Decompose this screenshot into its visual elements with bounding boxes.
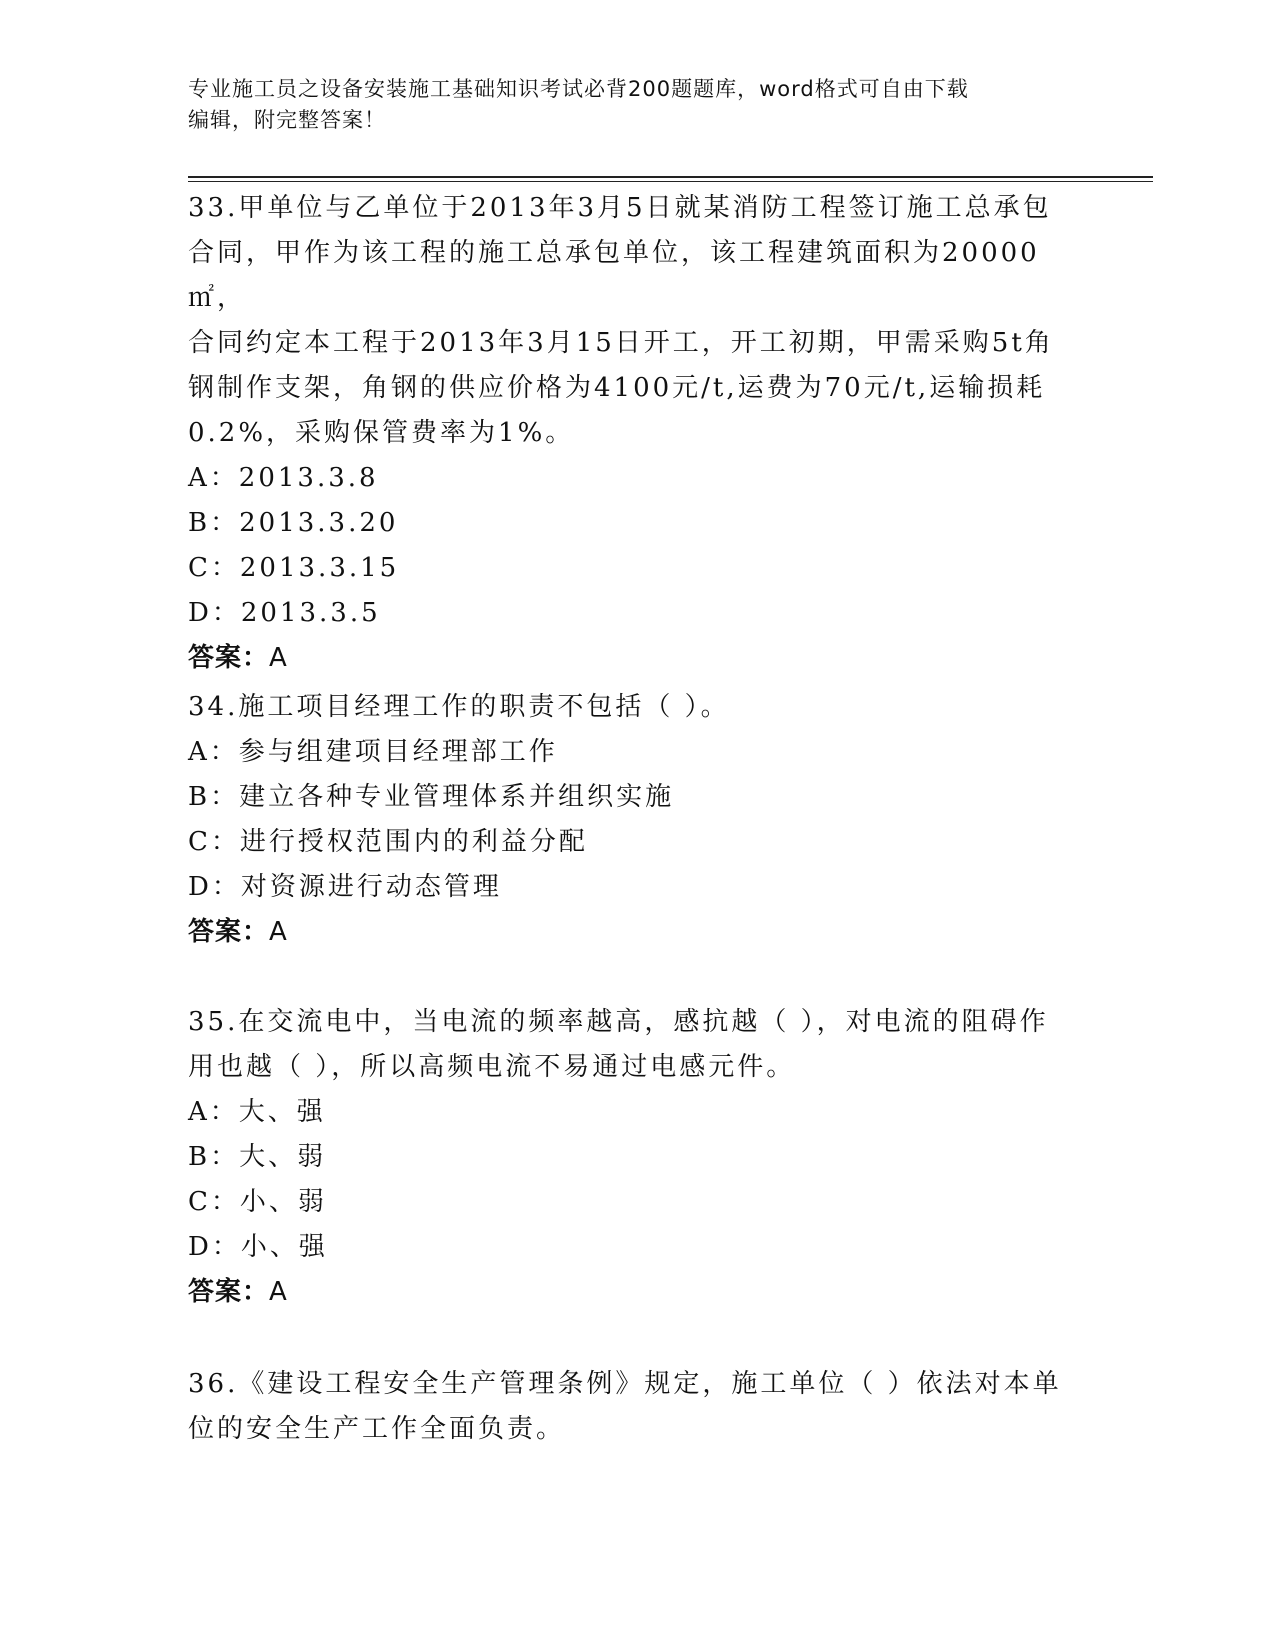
answer-value: A [269, 917, 288, 947]
question-33 [188, 186, 1088, 681]
option-b: B：大、弱 [188, 1142, 327, 1172]
answer [188, 910, 1088, 955]
stem-line: 钢制作支架，角钢的供应价格为4100元/t,运费为70元/t,运输损耗 [188, 373, 1046, 403]
answer-value: A [269, 643, 288, 673]
question-stem [188, 685, 1088, 730]
answer [188, 636, 1088, 681]
option-b: B：2013.3.20 [188, 508, 399, 538]
question-stem [188, 1000, 1088, 1090]
header-line-1: 专业施工员之设备安装施工基础知识考试必背200题题库，word格式可自由下载 [188, 77, 969, 101]
stem-line: 33.甲单位与乙单位于2013年3月5日就某消防工程签订施工总承包 [188, 193, 1052, 223]
stem-line: 34.施工项目经理工作的职责不包括（ ）。 [188, 692, 730, 722]
answer-value: A [269, 1277, 288, 1307]
stem-line: 位的安全生产工作全面负责。 [188, 1414, 566, 1444]
option-b: B：建立各种专业管理体系并组织实施 [188, 782, 675, 812]
document-header [188, 74, 1088, 136]
header-line-2: 编辑，附完整答案！ [188, 108, 386, 132]
stem-line: 36.《建设工程安全生产管理条例》规定，施工单位（ ）依法对本单 [188, 1369, 1062, 1399]
answer [188, 1270, 1088, 1315]
option-a: A：大、强 [188, 1097, 326, 1127]
answer-label: 答案： [188, 1277, 270, 1307]
option-c: C：小、弱 [188, 1187, 327, 1217]
question-35 [188, 1000, 1088, 1315]
question-36 [188, 1362, 1088, 1452]
option-d: D：小、强 [188, 1232, 328, 1262]
stem-line: 合同约定本工程于2013年3月15日开工，开工初期，甲需采购5t角 [188, 328, 1054, 358]
header-rule-thick [188, 176, 1153, 178]
stem-line: 合同，甲作为该工程的施工总承包单位，该工程建筑面积为20000㎡， [188, 238, 1040, 313]
header-rule-thin [188, 181, 1153, 182]
option-a: A：参与组建项目经理部工作 [188, 737, 558, 767]
option-d: D：2013.3.5 [188, 598, 381, 628]
stem-line: 0.2%，采购保管费率为1%。 [188, 418, 575, 448]
question-stem [188, 186, 1088, 456]
question-stem [188, 1362, 1088, 1452]
stem-line: 35.在交流电中，当电流的频率越高，感抗越（ ），对电流的阻碍作 [188, 1007, 1049, 1037]
question-34 [188, 685, 1088, 955]
option-d: D：对资源进行动态管理 [188, 872, 502, 902]
answer-label: 答案： [188, 643, 270, 673]
option-a: A：2013.3.8 [188, 463, 379, 493]
answer-label: 答案： [188, 917, 270, 947]
option-c: C：进行授权范围内的利益分配 [188, 827, 588, 857]
stem-line: 用也越（ ），所以高频电流不易通过电感元件。 [188, 1052, 796, 1082]
option-c: C：2013.3.15 [188, 553, 400, 583]
